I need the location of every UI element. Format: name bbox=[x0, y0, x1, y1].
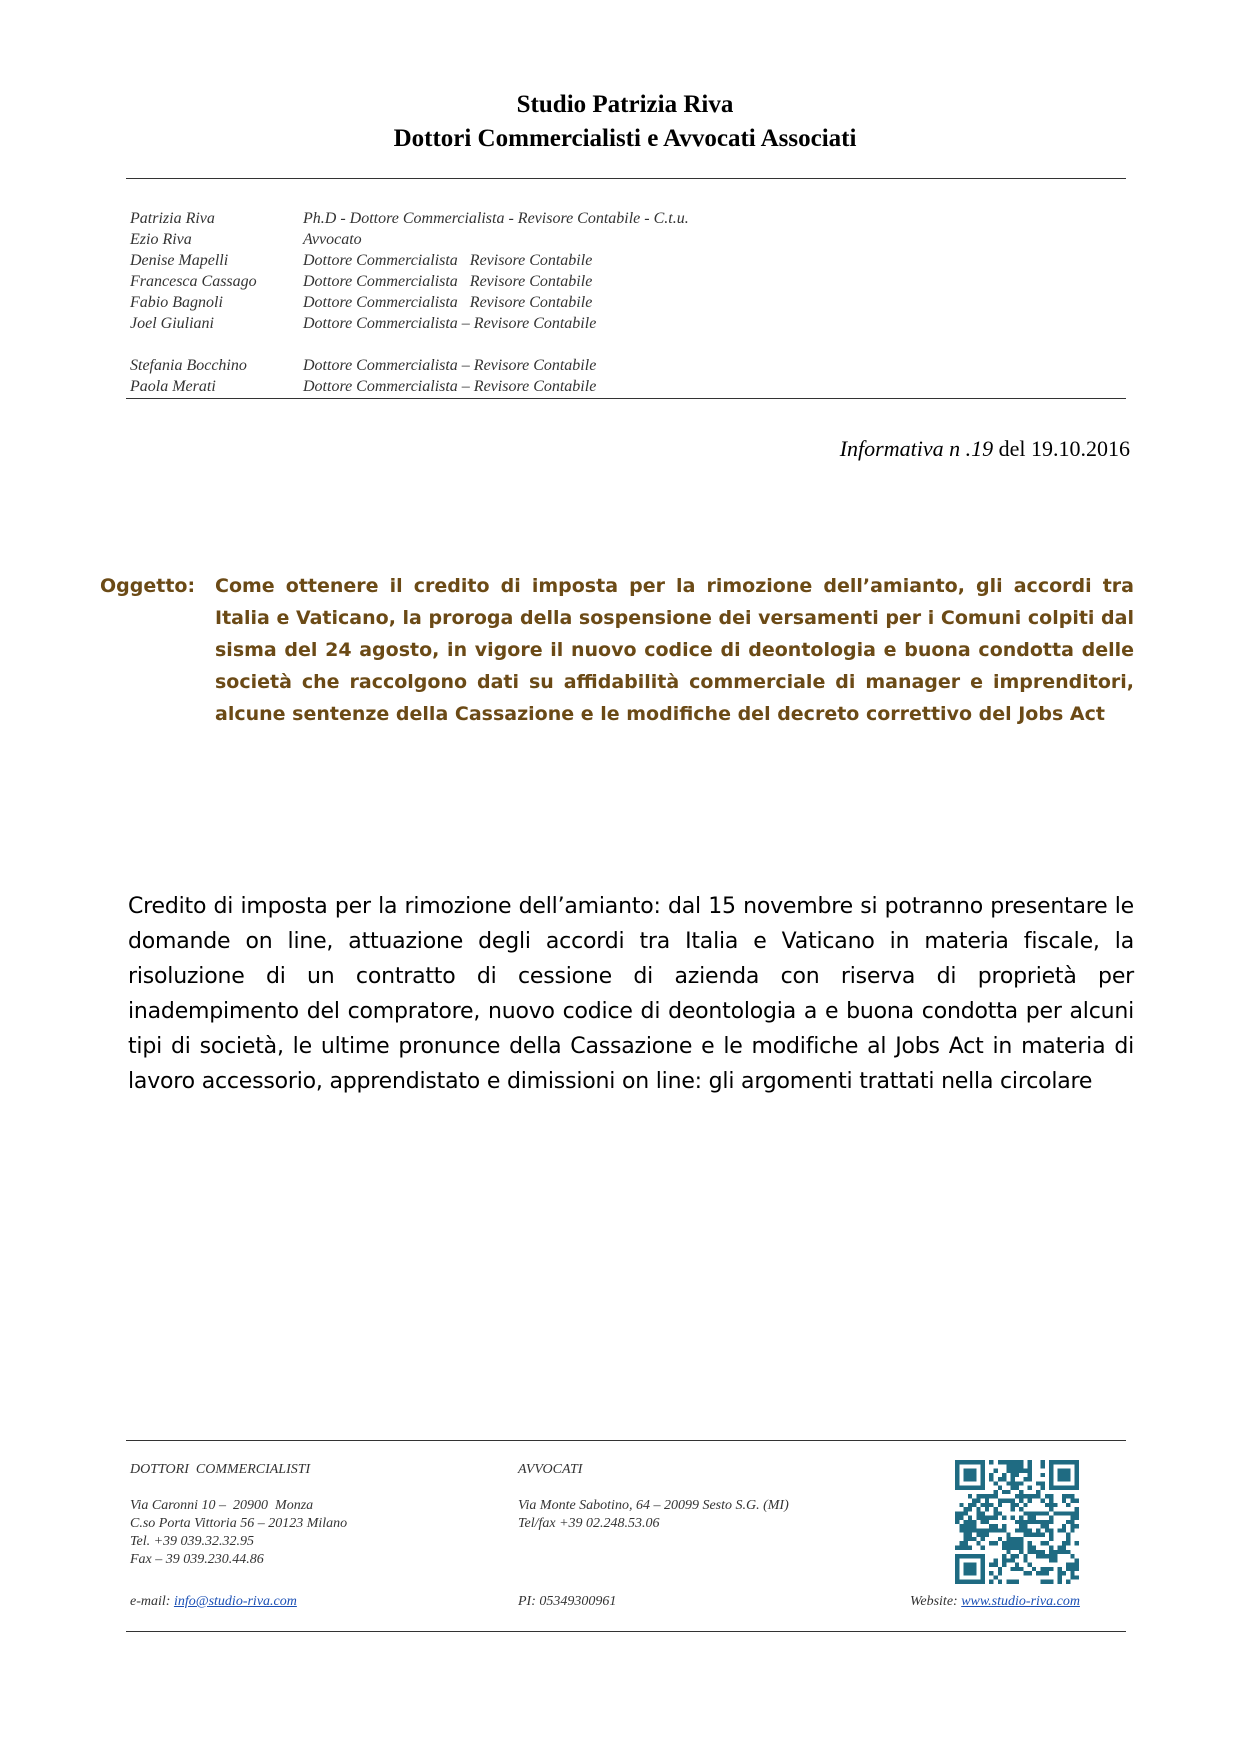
qr-code-icon bbox=[955, 1460, 1079, 1584]
subject-block bbox=[100, 570, 1134, 730]
body-paragraph: Credito di imposta per la rimozione dell’amianto: dal 15 novembre si potranno presentare le domande on line, attuazione degli accordi tra Italia e Vaticano in materia fiscale, la risoluzione di un contratto di cessione di azienda con riserva di proprietà per inadempimento del compratore, nuovo codice di deontologia a e buona condotta per alcuni tipi di società, le ultime pronunce della Cassazione e le modifiche al Jobs Act in materia di lavoro accessorio, apprendistato e dimissioni on line: gli argomenti trattati nella circolare bbox=[128, 894, 1134, 1094]
footer-phone: Tel. +39 039.32.32.95 bbox=[130, 1534, 255, 1549]
letterhead bbox=[0, 88, 1240, 156]
footer-avvocati bbox=[518, 1461, 789, 1533]
subject-text: Come ottenere il credito di imposta per la rimozione dell’amianto, gli accordi tra Italia e Vaticano, la proroga della sospensione dei versamenti per i Comuni colpiti dal sisma del 24 agosto, in vigore il nuovo codice di deontologia e buona condotta delle società che raccolgono dati su affidabilità commerciale di manager e imprenditori, alcune sentenze della Cassazione e le modifiche del decreto correttivo del Jobs Act bbox=[215, 575, 1134, 725]
members-list bbox=[130, 208, 689, 397]
footer-bottom-divider bbox=[126, 1631, 1126, 1632]
member-row bbox=[130, 208, 689, 229]
informativa-reference bbox=[840, 436, 1130, 462]
footer-top-divider bbox=[126, 1440, 1126, 1441]
footer-address-line: Via Caronni 10 – 20900 Monza bbox=[130, 1498, 314, 1513]
firm-name: Studio Patrizia Riva bbox=[516, 91, 734, 118]
member-name: Stefania Bocchino bbox=[130, 357, 247, 374]
member-name: Patrizia Riva bbox=[130, 210, 215, 227]
footer-phone: Tel/fax +39 02.248.53.06 bbox=[518, 1516, 660, 1531]
informativa-number: Informativa n .19 bbox=[839, 436, 994, 461]
footer-vat bbox=[518, 1593, 616, 1611]
member-role: Dottore Commercialista – Revisore Contabile bbox=[303, 315, 597, 332]
header-top-divider bbox=[126, 178, 1126, 179]
member-role: Ph.D - Dottore Commercialista - Revisore Contabile - C.t.u. bbox=[303, 210, 689, 227]
footer-commercialisti bbox=[130, 1461, 347, 1569]
subject-label: Oggetto: bbox=[100, 575, 196, 597]
header-bottom-divider bbox=[126, 398, 1126, 399]
footer-vat-number: PI: 05349300961 bbox=[518, 1594, 617, 1609]
member-row bbox=[130, 271, 689, 292]
member-name: Joel Giuliani bbox=[130, 315, 214, 332]
member-role: Dottore Commercialista Revisore Contabile bbox=[303, 273, 593, 290]
member-row bbox=[130, 250, 689, 271]
footer-website-label: Website: bbox=[910, 1594, 962, 1609]
footer-website bbox=[910, 1593, 1080, 1611]
footer-fax: Fax – 39 039.230.44.86 bbox=[130, 1552, 264, 1567]
member-row bbox=[130, 292, 689, 313]
member-role: Dottore Commercialista – Revisore Contabile bbox=[303, 357, 597, 374]
footer-address-line: C.so Porta Vittoria 56 – 20123 Milano bbox=[130, 1516, 348, 1531]
footer-avvocati-heading: AVVOCATI bbox=[518, 1462, 583, 1477]
member-role: Avvocato bbox=[303, 231, 362, 248]
website-link[interactable]: www.studio-riva.com bbox=[961, 1594, 1080, 1609]
member-row bbox=[130, 355, 689, 376]
member-row bbox=[130, 376, 689, 397]
member-role: Dottore Commercialista Revisore Contabile bbox=[303, 294, 593, 311]
member-name: Francesca Cassago bbox=[130, 273, 257, 290]
member-role: Dottore Commercialista Revisore Contabile bbox=[303, 252, 593, 269]
footer-address-line: Via Monte Sabotino, 64 – 20099 Sesto S.G. (MI) bbox=[518, 1498, 789, 1513]
member-row bbox=[130, 229, 689, 250]
member-name: Paola Merati bbox=[130, 378, 216, 395]
member-row bbox=[130, 313, 689, 334]
email-link[interactable]: info@studio-riva.com bbox=[173, 1594, 297, 1609]
member-name: Denise Mapelli bbox=[130, 252, 229, 269]
member-name: Fabio Bagnoli bbox=[130, 294, 223, 311]
member-name: Ezio Riva bbox=[130, 231, 192, 248]
member-role: Dottore Commercialista – Revisore Contabile bbox=[303, 378, 597, 395]
footer-commercialisti-heading: DOTTORI COMMERCIALISTI bbox=[130, 1462, 311, 1477]
informativa-date: del 19.10.2016 bbox=[993, 436, 1130, 461]
footer-email bbox=[130, 1593, 297, 1611]
footer-email-label: e-mail: bbox=[130, 1594, 174, 1609]
firm-subtitle: Dottori Commercialisti e Avvocati Associati bbox=[393, 125, 857, 152]
